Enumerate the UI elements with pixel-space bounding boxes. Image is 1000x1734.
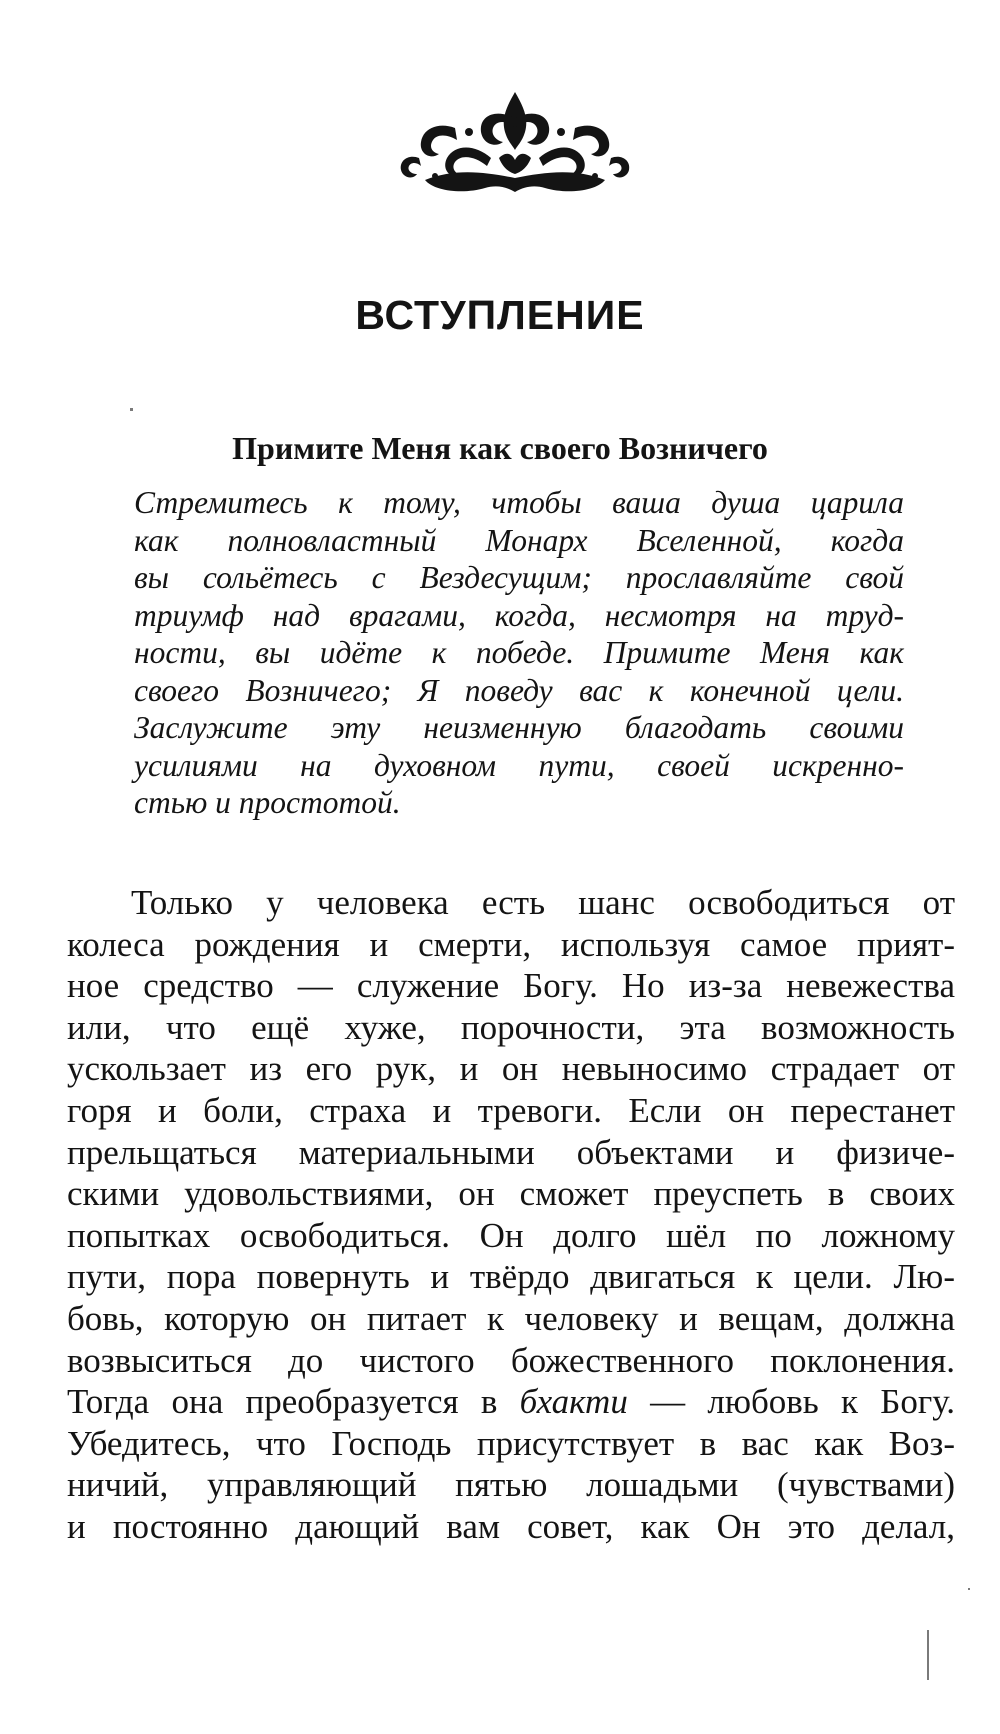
decorative-ornament-icon — [395, 88, 635, 198]
body-text-segment: — любовь к Богу. — [627, 1382, 955, 1422]
epigraph-line: стью и простотой. — [134, 785, 401, 820]
epigraph-line: ности, вы идёте к победе. Примите Меня как — [134, 635, 904, 670]
body-line-mixed — [67, 1381, 955, 1423]
epigraph-line: как полновластный Монарх Вселенной, когда — [134, 522, 904, 558]
epigraph-quote — [134, 484, 904, 822]
body-line: прельщаться материальными объектами и физиче- — [67, 1132, 955, 1172]
body-line: ускользает из его рук, и он невыносимо страдает от — [67, 1049, 955, 1089]
page-title: ВСТУПЛЕНИЕ — [355, 292, 645, 338]
epigraph-line: своего Возничего; Я поведу вас к конечной цели. — [134, 672, 904, 708]
body-paragraph — [67, 882, 955, 1548]
italic-term: бхакти — [519, 1382, 628, 1422]
body-line: бовь, которую он питает к человеку и вещам, должна — [67, 1298, 955, 1338]
scan-speck — [130, 408, 133, 411]
epigraph-line: Заслужите эту неизменную благодать своими — [134, 710, 904, 745]
body-line: колеса рождения и смерти, используя самое прият- — [67, 924, 955, 964]
body-line: пути, пора повернуть и твёрдо двигаться к цели. Лю- — [67, 1257, 955, 1297]
epigraph-line: усилиями на духовном пути, своей искренно- — [134, 747, 904, 783]
body-line: возвыситься до чистого божественного поклонения. — [67, 1340, 955, 1380]
body-line: Только у человека есть шанс освободиться от — [131, 883, 955, 922]
epigraph-line: вы сольётесь с Вездесущим; прославляйте свой — [134, 560, 904, 595]
body-line: ничий, управляющий пятью лошадьми (чувствами) — [67, 1465, 955, 1505]
body-line: и постоянно дающий вам совет, как Он это делал, — [67, 1506, 955, 1546]
epigraph-line: триумф над врагами, когда, несмотря на труд- — [134, 597, 904, 633]
body-line: или, что ещё хуже, порочности, эта возможность — [67, 1007, 955, 1047]
scan-speck — [927, 1630, 929, 1680]
scan-speck — [968, 1588, 970, 1590]
epigraph-line: Стремитесь к тому, чтобы ваша душа царила — [134, 485, 904, 520]
body-line: попытках освободиться. Он долго шёл по ложному — [67, 1215, 955, 1255]
section-subtitle: Примите Меня как своего Возничего — [232, 430, 768, 466]
body-line: ное средство — служение Богу. Но из-за невежества — [67, 966, 955, 1006]
body-line: Убедитесь, что Господь присутствует в вас как Воз- — [67, 1423, 955, 1463]
body-line: скими удовольствиями, он сможет преуспеть в своих — [67, 1174, 955, 1214]
body-text-segment: Тогда она преобразуется в — [67, 1382, 520, 1422]
body-line: горя и боли, страха и тревоги. Если он перестанет — [67, 1090, 955, 1130]
